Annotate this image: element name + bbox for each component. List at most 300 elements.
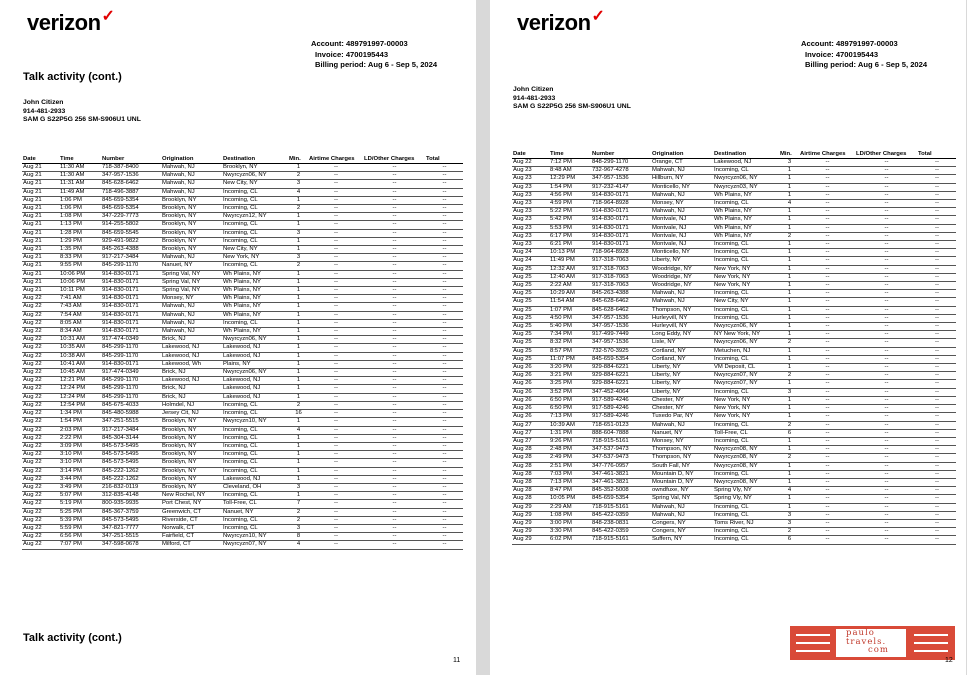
- table-cell: Toms River, NJ: [713, 519, 779, 527]
- table-cell: 1: [288, 287, 308, 295]
- table-cell: --: [363, 385, 425, 393]
- table-cell: --: [363, 352, 425, 360]
- table-cell: Aug 21: [22, 221, 59, 229]
- table-cell: 3:09 PM: [59, 442, 101, 450]
- table-cell: Mountain D, NY: [651, 470, 713, 478]
- table-cell: --: [799, 323, 855, 331]
- table-cell: Lisle, NY: [651, 339, 713, 347]
- table-cell: Wh Plains, NY: [222, 287, 288, 295]
- table-row: [512, 314, 956, 322]
- table-cell: Aug 25: [512, 273, 549, 281]
- table-row: [22, 459, 463, 467]
- table-cell: Nwyrcyzn06, NY: [713, 339, 779, 347]
- table-cell: --: [425, 196, 463, 204]
- table-cell: 6:50 PM: [549, 405, 591, 413]
- table-cell: Aug 21: [22, 180, 59, 188]
- table-cell: Mahwah, NJ: [651, 421, 713, 429]
- table-cell: 917-232-4147: [591, 183, 651, 191]
- table-cell: --: [425, 541, 463, 549]
- table-cell: --: [799, 372, 855, 380]
- table-cell: --: [855, 232, 917, 240]
- table-cell: --: [425, 524, 463, 532]
- table-cell: Spring Val, NY: [161, 270, 222, 278]
- table-cell: Brick, NJ: [161, 393, 222, 401]
- table-row: [22, 360, 463, 368]
- table-cell: 845-659-5354: [591, 495, 651, 503]
- table-cell: Aug 23: [512, 175, 549, 183]
- table-cell: 1: [779, 167, 799, 175]
- table-cell: 12:32 AM: [549, 265, 591, 273]
- table-cell: --: [425, 401, 463, 409]
- table-cell: Aug 21: [22, 237, 59, 245]
- table-cell: Aug 22: [22, 533, 59, 541]
- table-cell: Aug 22: [22, 295, 59, 303]
- table-cell: Aug 25: [512, 314, 549, 322]
- table-cell: Nwyrcyzn08, NY: [713, 454, 779, 462]
- table-cell: Nwyrcyzn08, NY: [713, 446, 779, 454]
- table-cell: Aug 26: [512, 380, 549, 388]
- table-cell: --: [855, 536, 917, 544]
- table-cell: 845-573-5495: [101, 442, 161, 450]
- table-cell: --: [917, 216, 956, 224]
- table-cell: Aug 23: [512, 191, 549, 199]
- account-info: Account: 489791997-00003 Invoice: 4700195443 Billing period: Aug 6 - Sep 5, 2024: [801, 39, 928, 69]
- table-cell: Aug 22: [22, 442, 59, 450]
- table-cell: 2:48 PM: [549, 446, 591, 454]
- table-cell: 8:33 PM: [59, 254, 101, 262]
- table-cell: Nwyrcyzn07, NY: [222, 541, 288, 549]
- table-cell: New York, NY: [713, 405, 779, 413]
- table-cell: Incoming, CL: [222, 229, 288, 237]
- table-cell: 845-299-1170: [101, 352, 161, 360]
- table-cell: --: [855, 511, 917, 519]
- table-row: [22, 213, 463, 221]
- table-row: [512, 380, 956, 388]
- table-cell: 1:06 PM: [59, 196, 101, 204]
- table-cell: Congers, NY: [651, 528, 713, 536]
- table-cell: Thompson, NY: [651, 454, 713, 462]
- account-info: Account: 489791997-00003 Invoice: 4700195443 Billing period: Aug 6 - Sep 5, 2024: [311, 39, 438, 69]
- table-cell: --: [363, 500, 425, 508]
- table-cell: Aug 22: [22, 328, 59, 336]
- table-cell: 1: [288, 246, 308, 254]
- table-cell: --: [308, 229, 363, 237]
- table-row: [22, 287, 463, 295]
- table-cell: Chester, NY: [651, 405, 713, 413]
- table-cell: 6:56 PM: [59, 533, 101, 541]
- table-cell: 9:55 PM: [59, 262, 101, 270]
- table-cell: --: [917, 364, 956, 372]
- table-cell: 347-537-9473: [591, 454, 651, 462]
- table-cell: Aug 22: [22, 336, 59, 344]
- table-cell: Aug 22: [22, 385, 59, 393]
- table-cell: --: [425, 492, 463, 500]
- column-header: Date: [512, 150, 549, 159]
- table-cell: --: [308, 303, 363, 311]
- table-cell: --: [308, 196, 363, 204]
- table-cell: 1: [288, 377, 308, 385]
- table-cell: --: [363, 475, 425, 483]
- table-cell: --: [308, 311, 363, 319]
- table-cell: Aug 26: [512, 372, 549, 380]
- table-cell: Incoming, CL: [222, 237, 288, 245]
- table-cell: Aug 23: [512, 183, 549, 191]
- table-cell: Mahwah, NJ: [161, 172, 222, 180]
- table-cell: 845-675-4033: [101, 401, 161, 409]
- table-cell: --: [308, 401, 363, 409]
- table-cell: --: [855, 175, 917, 183]
- table-cell: --: [799, 347, 855, 355]
- table-cell: Incoming, CL: [222, 401, 288, 409]
- table-cell: --: [363, 303, 425, 311]
- table-cell: --: [308, 475, 363, 483]
- table-cell: Brick, NJ: [161, 336, 222, 344]
- table-cell: Montvale, NJ: [651, 216, 713, 224]
- table-cell: 1: [779, 478, 799, 486]
- table-cell: 312-835-4148: [101, 492, 161, 500]
- table-cell: Mahwah, NJ: [161, 311, 222, 319]
- table-cell: --: [425, 508, 463, 516]
- table-cell: 7:41 AM: [59, 295, 101, 303]
- table-cell: 917-589-4246: [591, 405, 651, 413]
- table-cell: --: [308, 319, 363, 327]
- table-cell: Incoming, CL: [713, 528, 779, 536]
- table-cell: 845-659-5354: [591, 355, 651, 363]
- table-cell: --: [425, 442, 463, 450]
- table-row: [512, 536, 956, 544]
- table-cell: Brooklyn, NY: [161, 246, 222, 254]
- table-cell: 1:54 PM: [59, 418, 101, 426]
- table-cell: Aug 26: [512, 405, 549, 413]
- table-cell: --: [855, 216, 917, 224]
- table-cell: 1: [288, 369, 308, 377]
- table-cell: --: [425, 311, 463, 319]
- table-cell: Lakewood, NJ: [161, 352, 222, 360]
- table-cell: Aug 26: [512, 364, 549, 372]
- table-cell: 1: [288, 451, 308, 459]
- table-cell: Incoming, CL: [222, 426, 288, 434]
- table-cell: Lakewood, NJ: [222, 475, 288, 483]
- table-cell: Aug 22: [22, 434, 59, 442]
- table-cell: 7:13 PM: [549, 478, 591, 486]
- table-cell: Brooklyn, NY: [161, 434, 222, 442]
- table-cell: 1: [779, 364, 799, 372]
- table-cell: --: [308, 451, 363, 459]
- table-cell: 1: [779, 413, 799, 421]
- table-cell: Aug 28: [512, 487, 549, 495]
- table-cell: --: [799, 364, 855, 372]
- table-cell: 845-352-5008: [591, 487, 651, 495]
- table-row: [512, 454, 956, 462]
- table-cell: Brooklyn, NY: [161, 459, 222, 467]
- table-cell: 914-255-5802: [101, 221, 161, 229]
- table-cell: 845-299-1170: [101, 377, 161, 385]
- table-cell: New York, NY: [713, 396, 779, 404]
- table-cell: 845-299-1170: [101, 344, 161, 352]
- table-cell: 347-957-1536: [591, 314, 651, 322]
- table-cell: Toll-Free, CL: [222, 500, 288, 508]
- table-cell: 1:08 PM: [549, 511, 591, 519]
- table-cell: 1: [779, 380, 799, 388]
- table-cell: --: [855, 446, 917, 454]
- table-cell: 12:29 PM: [549, 175, 591, 183]
- table-cell: --: [855, 331, 917, 339]
- table-cell: --: [425, 319, 463, 327]
- table-cell: Monticello, NY: [651, 183, 713, 191]
- table-cell: 1: [779, 298, 799, 306]
- table-row: [512, 446, 956, 454]
- table-cell: 800-935-9935: [101, 500, 161, 508]
- table-cell: --: [363, 221, 425, 229]
- table-cell: --: [855, 519, 917, 527]
- table-cell: --: [799, 290, 855, 298]
- table-cell: 1:28 PM: [59, 229, 101, 237]
- table-row: [512, 364, 956, 372]
- table-cell: Incoming, CL: [713, 200, 779, 208]
- table-cell: 1: [288, 336, 308, 344]
- table-cell: Aug 26: [512, 413, 549, 421]
- table-cell: Lakewood, NJ: [161, 344, 222, 352]
- table-cell: --: [799, 331, 855, 339]
- table-cell: 1: [779, 314, 799, 322]
- table-cell: --: [425, 278, 463, 286]
- table-cell: 929-884-6221: [591, 380, 651, 388]
- table-cell: --: [363, 459, 425, 467]
- table-cell: --: [425, 516, 463, 524]
- table-cell: Aug 21: [22, 278, 59, 286]
- table-cell: Wh Plains, NY: [222, 295, 288, 303]
- table-row: [22, 377, 463, 385]
- table-cell: VM Deposit, CL: [713, 364, 779, 372]
- table-row: [22, 467, 463, 475]
- table-cell: Aug 22: [22, 393, 59, 401]
- page-number: 12: [945, 657, 953, 664]
- table-cell: Brooklyn, NY: [161, 196, 222, 204]
- table-cell: Aug 27: [512, 429, 549, 437]
- table-cell: --: [425, 483, 463, 491]
- table-row: [512, 396, 956, 404]
- table-cell: --: [363, 278, 425, 286]
- table-cell: --: [855, 528, 917, 536]
- table-cell: --: [425, 229, 463, 237]
- table-cell: 1: [288, 164, 308, 172]
- table-cell: Hillburn, NY: [651, 175, 713, 183]
- table-row: [512, 191, 956, 199]
- table-cell: --: [308, 188, 363, 196]
- table-cell: Aug 25: [512, 265, 549, 273]
- table-row: [22, 516, 463, 524]
- table-cell: 8: [288, 533, 308, 541]
- table-cell: Aug 23: [512, 208, 549, 216]
- table-cell: 12:24 PM: [59, 385, 101, 393]
- table-row: [512, 265, 956, 273]
- table-cell: Wh Plains, NY: [713, 224, 779, 232]
- table-cell: Holmdel, NJ: [161, 401, 222, 409]
- table-cell: --: [425, 533, 463, 541]
- table-cell: 12:21 PM: [59, 377, 101, 385]
- table-cell: Nwyrcyzn10, NY: [222, 533, 288, 541]
- table-cell: Mahwah, NJ: [161, 303, 222, 311]
- table-cell: Suffern, NY: [651, 536, 713, 544]
- table-cell: --: [308, 524, 363, 532]
- table-cell: 12:54 PM: [59, 401, 101, 409]
- table-cell: 10:05 PM: [549, 495, 591, 503]
- table-cell: Aug 22: [22, 352, 59, 360]
- table-row: [512, 224, 956, 232]
- table-cell: 6:50 PM: [549, 396, 591, 404]
- table-row: [22, 524, 463, 532]
- table-cell: Aug 26: [512, 396, 549, 404]
- table-row: [512, 511, 956, 519]
- table-cell: --: [425, 410, 463, 418]
- table-cell: --: [308, 459, 363, 467]
- table-cell: 1: [779, 306, 799, 314]
- table-cell: 347-957-1536: [591, 323, 651, 331]
- table-cell: Aug 28: [512, 446, 549, 454]
- table-cell: 1: [288, 311, 308, 319]
- column-header: Min.: [779, 150, 799, 159]
- table-cell: Plains, NY: [222, 360, 288, 368]
- table-cell: --: [917, 282, 956, 290]
- table-cell: 732-570-3925: [591, 347, 651, 355]
- table-row: [22, 401, 463, 409]
- table-cell: Lakewood, NJ: [222, 352, 288, 360]
- table-cell: Aug 21: [22, 213, 59, 221]
- table-cell: Montvale, NJ: [651, 224, 713, 232]
- table-cell: 1: [779, 355, 799, 363]
- table-cell: Aug 22: [22, 524, 59, 532]
- table-cell: --: [855, 323, 917, 331]
- table-cell: --: [363, 164, 425, 172]
- table-cell: --: [799, 282, 855, 290]
- table-cell: 2: [288, 508, 308, 516]
- table-cell: --: [425, 426, 463, 434]
- table-cell: New City, NY: [222, 246, 288, 254]
- table-row: [512, 519, 956, 527]
- footer-section-title: Talk activity (cont.): [23, 632, 122, 644]
- table-cell: 3:52 PM: [549, 388, 591, 396]
- table-cell: 914-830-0171: [591, 191, 651, 199]
- table-cell: Incoming, CL: [222, 524, 288, 532]
- table-row: [22, 418, 463, 426]
- table-cell: --: [917, 478, 956, 486]
- table-cell: 5:59 PM: [59, 524, 101, 532]
- table-cell: Aug 23: [512, 167, 549, 175]
- table-cell: Brooklyn, NY: [161, 442, 222, 450]
- table-row: [512, 478, 956, 486]
- table-row: [22, 180, 463, 188]
- table-cell: --: [917, 306, 956, 314]
- table-cell: New York, NY: [713, 273, 779, 281]
- table-cell: --: [308, 164, 363, 172]
- table-cell: 2: [779, 528, 799, 536]
- table-cell: 6:21 PM: [549, 241, 591, 249]
- table-cell: Incoming, CL: [713, 314, 779, 322]
- table-cell: --: [308, 533, 363, 541]
- table-cell: --: [363, 237, 425, 245]
- table-cell: Aug 29: [512, 519, 549, 527]
- table-cell: --: [363, 426, 425, 434]
- table-cell: 917-499-7449: [591, 331, 651, 339]
- table-cell: --: [425, 295, 463, 303]
- bill-page-12: [490, 0, 966, 675]
- table-cell: 5:40 PM: [549, 323, 591, 331]
- table-cell: --: [799, 380, 855, 388]
- table-cell: 8:57 PM: [549, 347, 591, 355]
- table-cell: Woodridge, NY: [651, 273, 713, 281]
- table-cell: Aug 25: [512, 339, 549, 347]
- table-cell: 10:35 AM: [59, 344, 101, 352]
- table-cell: 347-452-4064: [591, 388, 651, 396]
- table-cell: Mahwah, NJ: [161, 188, 222, 196]
- table-cell: 1: [288, 385, 308, 393]
- table-row: [22, 541, 463, 549]
- table-cell: --: [425, 164, 463, 172]
- table-cell: --: [425, 500, 463, 508]
- table-cell: --: [799, 273, 855, 281]
- table-cell: Fairfield, CT: [161, 533, 222, 541]
- table-cell: --: [308, 541, 363, 549]
- table-cell: --: [917, 536, 956, 544]
- table-cell: --: [799, 470, 855, 478]
- table-cell: 1:13 PM: [59, 221, 101, 229]
- table-cell: Monsey, NY: [651, 200, 713, 208]
- table-row: [512, 355, 956, 363]
- table-cell: --: [363, 418, 425, 426]
- table-cell: --: [799, 429, 855, 437]
- table-cell: Wh Plains, NY: [713, 191, 779, 199]
- table-cell: Toll-Free, CL: [713, 429, 779, 437]
- table-cell: 3:10 PM: [59, 459, 101, 467]
- table-cell: Aug 22: [22, 319, 59, 327]
- table-cell: --: [308, 180, 363, 188]
- table-cell: Nwyrcyzn08, NY: [713, 462, 779, 470]
- table-cell: --: [308, 295, 363, 303]
- table-cell: --: [363, 262, 425, 270]
- table-cell: 4:56 PM: [549, 191, 591, 199]
- table-cell: 3:10 PM: [59, 451, 101, 459]
- table-cell: Brooklyn, NY: [161, 205, 222, 213]
- table-cell: --: [799, 191, 855, 199]
- table-cell: 718-387-8400: [101, 164, 161, 172]
- table-cell: --: [363, 377, 425, 385]
- table-cell: 845-263-4388: [591, 290, 651, 298]
- table-cell: Woodridge, NY: [651, 282, 713, 290]
- column-header: Number: [591, 150, 651, 159]
- table-cell: --: [363, 533, 425, 541]
- table-cell: --: [363, 246, 425, 254]
- table-cell: 1: [779, 273, 799, 281]
- table-cell: 845-222-1262: [101, 475, 161, 483]
- table-row: [22, 262, 463, 270]
- table-cell: --: [855, 282, 917, 290]
- section-title: Talk activity (cont.): [23, 71, 122, 83]
- table-cell: 2: [288, 516, 308, 524]
- column-header: Destination: [222, 155, 288, 164]
- table-cell: 7:34 PM: [549, 331, 591, 339]
- table-cell: --: [308, 442, 363, 450]
- table-cell: --: [799, 519, 855, 527]
- table-cell: 845-299-1170: [101, 385, 161, 393]
- table-cell: 1: [288, 475, 308, 483]
- table-cell: Aug 22: [22, 311, 59, 319]
- table-cell: Aug 21: [22, 254, 59, 262]
- table-cell: 3: [288, 524, 308, 532]
- table-row: [512, 487, 956, 495]
- table-cell: Wh Plains, NY: [222, 303, 288, 311]
- table-cell: Aug 23: [512, 224, 549, 232]
- table-row: [512, 175, 956, 183]
